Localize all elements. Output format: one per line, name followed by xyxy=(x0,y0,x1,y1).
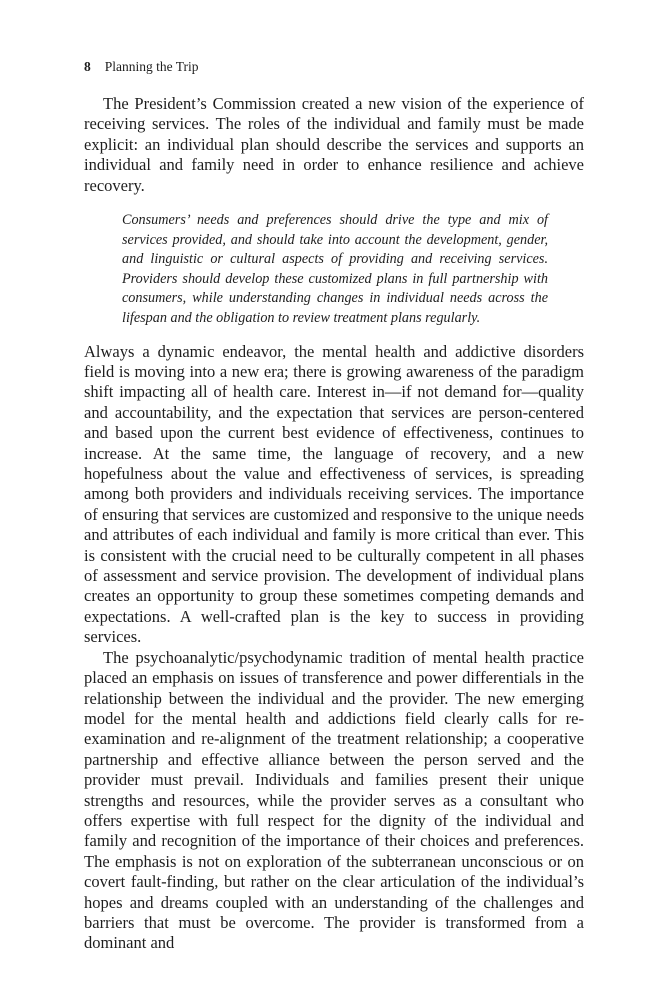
page-number: 8 xyxy=(84,59,91,74)
body-text xyxy=(84,94,584,954)
paragraph-2: Always a dynamic endeavor, the mental health and addictive disorders field is moving into a new era; there is growing awareness of the paradigm shift impacting all of health care. Interest in—if not demand for—quality and accountability, and the expectation that services are person-centered and based upon the current best evidence of effectiveness, continues to increase. At the same time, the language of recovery, and a new hopefulness about the value and effectiveness of services, is spreading among both providers and individuals receiving services. The importance of ensuring that services are customized and responsive to the unique needs and attributes of each individual and family is more critical than ever. This is consistent with the crucial need to be culturally competent in all phases of assessment and service provision. The development of individual plans creates an opportunity to group these sometimes competing demands and expectations. A well-crafted plan is the key to success in providing services. xyxy=(84,341,584,647)
paragraph-3: The psychoanalytic/psychodynamic tradition of mental health practice placed an emphasis on issues of transference and power differentials in the relationship between the individual and the provider. The new emerging model for the mental health and addictions field clearly calls for re-examination and re-alignment of the treatment relationship; a cooperative partnership and effective alliance between the person served and the provider must prevail. Individuals and families present their unique strengths and resources, while the provider serves as a consultant who offers expertise with full respect for the dignity of the individual and family and recognition of the importance of their choices and preferences. The emphasis is not on exploration of the subterranean unconscious or on covert fault-finding, but rather on the clear articulation of the individual’s hopes and dreams coupled with an understanding of the challenges and barriers that must be overcome. The provider is transformed from a dominant and xyxy=(84,647,584,953)
running-head xyxy=(84,58,199,76)
running-head-title: Planning the Trip xyxy=(104,59,199,74)
paragraph-1: The President’s Commission created a new vision of the experience of receiving services. The roles of the individual and family must be made explicit: an individual plan should describe the services and supports an individual and family need in order to enhance resilience and achieve recovery. xyxy=(84,94,584,195)
block-quote: Consumers’ needs and preferences should drive the type and mix of services provided, and should take into account the development, gender, and linguistic or cultural aspects of providing and receiving services. Providers should develop these customized plans in full partnership with consumers, while understanding changes in individual needs across the lifespan and the obligation to review treatment plans regularly. xyxy=(122,212,548,326)
